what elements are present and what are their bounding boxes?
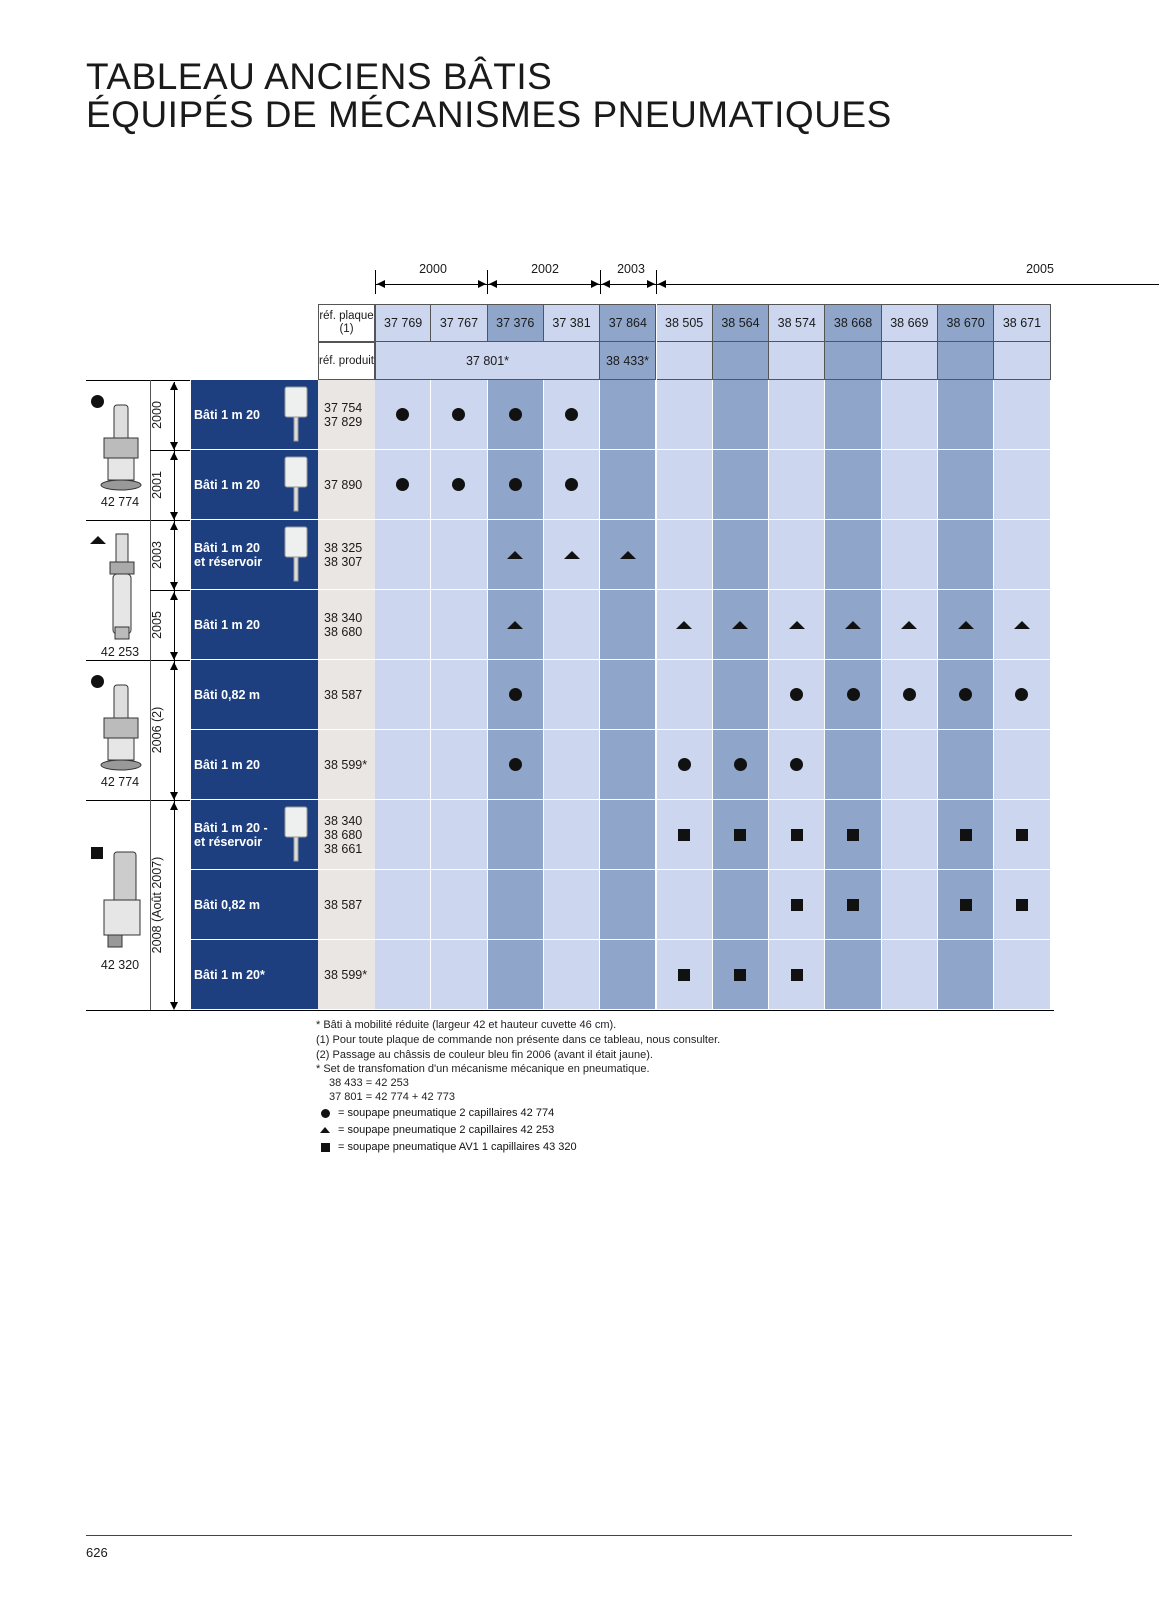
compat-cell — [769, 870, 825, 940]
compat-cell — [825, 870, 881, 940]
product-ref-cell — [318, 380, 375, 450]
compat-cell — [938, 520, 994, 590]
produit-empty-cell — [882, 342, 938, 380]
legend-item: = soupape pneumatique AV1 1 capillaires 43 320 — [316, 1141, 577, 1153]
triangle-mark-icon — [901, 621, 917, 629]
compat-cell — [431, 590, 487, 660]
bati-frame-image — [282, 455, 310, 515]
square-mark-icon — [734, 969, 746, 981]
square-icon — [316, 1143, 334, 1152]
produit-empty-cell — [938, 342, 994, 380]
arrow-down-icon — [170, 1002, 178, 1010]
compat-cell — [713, 590, 769, 660]
year-divider — [150, 450, 190, 451]
compat-cell — [375, 730, 431, 800]
arrow-down-icon — [170, 582, 178, 590]
year-vertical: 2008 (Août 2007) — [150, 856, 164, 954]
bati-label — [191, 730, 318, 800]
compat-cell — [825, 940, 881, 1010]
compat-cell — [600, 730, 656, 800]
compat-cell — [375, 380, 431, 450]
compat-cell — [882, 590, 938, 660]
product-ref: 37 890 — [324, 477, 363, 492]
compat-cell — [544, 450, 600, 520]
legend-item: = soupape pneumatique 2 capillaires 42 774 — [316, 1107, 554, 1119]
circle-mark-icon — [790, 688, 803, 701]
arrow-up-icon — [170, 522, 178, 530]
circle-mark-icon — [396, 408, 409, 421]
compat-cell — [375, 450, 431, 520]
product-ref-cell — [318, 800, 375, 870]
compat-cell — [825, 660, 881, 730]
produit-empty-cell — [994, 342, 1050, 380]
product-ref-cell — [318, 660, 375, 730]
product-ref: 37 754 — [324, 400, 363, 415]
square-mark-icon — [791, 969, 803, 981]
year-label: 2005 — [1026, 262, 1054, 276]
compat-cell — [600, 870, 656, 940]
compat-cell — [713, 800, 769, 870]
compat-cell — [994, 870, 1050, 940]
compat-cell — [657, 870, 713, 940]
triangle-mark-icon — [620, 551, 636, 559]
footer-divider — [86, 1535, 1072, 1536]
year-vertical: 2003 — [150, 541, 164, 569]
product-ref: 38 661 — [324, 841, 363, 856]
compat-cell — [713, 450, 769, 520]
plaque-header-cell: 38 671 — [994, 304, 1050, 342]
produit-cell-37801: 37 801* — [375, 342, 600, 380]
circle-mark-icon — [1015, 688, 1028, 701]
compat-cell — [600, 940, 656, 1010]
product-number: 42 253 — [100, 645, 140, 659]
title-line-2: ÉQUIPÉS DE MÉCANISMES PNEUMATIQUES — [86, 94, 892, 135]
bati-frame-image — [282, 385, 310, 445]
circle-mark-icon — [959, 688, 972, 701]
valve-42774-image — [96, 680, 146, 775]
compat-cell — [600, 520, 656, 590]
compat-cell — [544, 520, 600, 590]
square-mark-icon — [791, 829, 803, 841]
square-mark-icon — [678, 969, 690, 981]
compat-cell — [769, 450, 825, 520]
compat-cell — [488, 380, 544, 450]
arrow-down-icon — [170, 512, 178, 520]
square-mark-icon — [734, 829, 746, 841]
product-number: 42 774 — [100, 495, 140, 509]
compat-cell — [994, 660, 1050, 730]
bati-label-line: et réservoir — [194, 834, 263, 849]
compat-cell — [938, 730, 994, 800]
circle-mark-icon — [509, 478, 522, 491]
circle-mark-icon — [509, 758, 522, 771]
produit-empty-cell — [713, 342, 769, 380]
arrow-right-icon — [591, 280, 599, 288]
title-line-1: TABLEAU ANCIENS BÂTIS — [86, 56, 553, 97]
compat-cell — [488, 870, 544, 940]
compat-cell — [375, 520, 431, 590]
triangle-mark-icon — [845, 621, 861, 629]
compat-cell — [431, 660, 487, 730]
square-mark-icon — [678, 829, 690, 841]
compat-cell — [600, 590, 656, 660]
note: 38 433 = 42 253 — [329, 1077, 409, 1089]
compat-cell — [882, 730, 938, 800]
compat-cell — [769, 380, 825, 450]
plaque-header-cell: 38 574 — [769, 304, 825, 342]
compat-cell — [825, 520, 881, 590]
circle-mark-icon — [678, 758, 691, 771]
circle-mark-icon — [452, 478, 465, 491]
produit-cell-38433: 38 433* — [600, 342, 656, 380]
bati-label-line: Bâti 0,82 m — [194, 687, 261, 702]
arrow-down-icon — [170, 652, 178, 660]
note: * Set de transfomation d'un mécanisme mécanique en pneumatique. — [316, 1063, 650, 1075]
produit-empty-cell — [657, 342, 713, 380]
product-ref-cell — [318, 940, 375, 1010]
valve-42253-image — [104, 532, 140, 642]
compat-cell — [938, 870, 994, 940]
compat-cell — [488, 520, 544, 590]
compat-cell — [657, 940, 713, 1010]
plaque-header-cell: 37 767 — [431, 304, 487, 342]
compat-cell — [657, 520, 713, 590]
compat-cell — [375, 590, 431, 660]
compat-cell — [825, 730, 881, 800]
arrow-left-icon — [489, 280, 497, 288]
product-ref: 38 680 — [324, 624, 363, 639]
circle-mark-icon — [509, 408, 522, 421]
product-ref-cell — [318, 730, 375, 800]
year-vertical: 2000 — [150, 401, 164, 429]
circle-mark-icon — [452, 408, 465, 421]
compat-cell — [938, 450, 994, 520]
bati-label-line: Bâti 1 m 20 — [194, 617, 261, 632]
product-ref-cell — [318, 450, 375, 520]
compat-cell — [769, 590, 825, 660]
compat-cell — [769, 730, 825, 800]
plaque-header-cell: 37 381 — [544, 304, 600, 342]
year-vertical: 2006 (2) — [150, 706, 164, 754]
compat-cell — [431, 380, 487, 450]
compat-cell — [882, 870, 938, 940]
arrow-right-icon — [478, 280, 486, 288]
square-mark-icon — [1016, 899, 1028, 911]
plaque-header-cell: 37 376 — [488, 304, 544, 342]
triangle-mark-icon — [676, 621, 692, 629]
product-ref: 38 599* — [324, 757, 368, 772]
compat-cell — [544, 730, 600, 800]
note: * Bâti à mobilité réduite (largeur 42 et hauteur cuvette 46 cm). — [316, 1019, 617, 1031]
compat-cell — [544, 660, 600, 730]
compat-cell — [769, 660, 825, 730]
plaque-header-cell: 37 769 — [375, 304, 431, 342]
compat-cell — [994, 380, 1050, 450]
compat-cell — [431, 940, 487, 1010]
product-ref-cell — [318, 590, 375, 660]
compat-cell — [657, 660, 713, 730]
plaque-header-cell: 38 505 — [657, 304, 713, 342]
compat-cell — [544, 940, 600, 1010]
note: 37 801 = 42 774 + 42 773 — [329, 1091, 456, 1103]
product-ref: 38 587 — [324, 687, 363, 702]
square-mark-icon — [960, 899, 972, 911]
arrow-left-icon — [377, 280, 385, 288]
circle-mark-icon — [396, 478, 409, 491]
timeline-tick — [656, 270, 657, 294]
compat-cell — [600, 660, 656, 730]
square-mark-icon — [847, 829, 859, 841]
compat-cell — [825, 450, 881, 520]
compat-cell — [938, 380, 994, 450]
circle-icon — [316, 1109, 334, 1118]
compat-cell — [544, 590, 600, 660]
circle-mark-icon — [903, 688, 916, 701]
bati-label — [191, 660, 318, 730]
year-arrow-line — [174, 382, 175, 1008]
compat-cell — [657, 450, 713, 520]
product-ref: 38 340 — [324, 813, 363, 828]
compat-cell — [431, 450, 487, 520]
circle-mark-icon — [565, 408, 578, 421]
compat-cell — [938, 660, 994, 730]
year-divider — [150, 590, 190, 591]
compat-cell — [544, 380, 600, 450]
circle-mark-icon — [790, 758, 803, 771]
circle-mark-icon — [565, 478, 578, 491]
product-ref: 38 307 — [324, 554, 363, 569]
bati-label — [191, 870, 318, 940]
compat-cell — [994, 520, 1050, 590]
triangle-mark-icon — [789, 621, 805, 629]
compat-cell — [488, 730, 544, 800]
plaque-header-cell: 38 669 — [882, 304, 938, 342]
note: (2) Passage au châssis de couleur bleu fin 2006 (avant il était jaune). — [316, 1049, 653, 1061]
compat-cell — [375, 870, 431, 940]
product-ref-cell — [318, 520, 375, 590]
timeline-tick — [375, 270, 376, 294]
bati-label-line: Bâti 1 m 20 — [194, 477, 261, 492]
compat-cell — [713, 730, 769, 800]
compat-cell — [938, 590, 994, 660]
arrow-up-icon — [170, 592, 178, 600]
compat-cell — [375, 660, 431, 730]
bati-frame-image — [282, 805, 310, 865]
bati-label-line: Bâti 1 m 20* — [194, 967, 265, 982]
circle-mark-icon — [509, 688, 522, 701]
valve-42774-image — [96, 400, 146, 495]
note: (1) Pour toute plaque de commande non présente dans ce tableau, nous consulter. — [316, 1034, 721, 1046]
bati-label — [191, 940, 318, 1010]
compat-cell — [713, 380, 769, 450]
compat-cell — [488, 590, 544, 660]
compat-cell — [600, 800, 656, 870]
compat-cell — [994, 940, 1050, 1010]
compat-cell — [938, 800, 994, 870]
triangle-icon — [316, 1127, 334, 1133]
compat-cell — [713, 940, 769, 1010]
compat-cell — [544, 870, 600, 940]
arrow-up-icon — [170, 662, 178, 670]
compat-cell — [994, 590, 1050, 660]
bati-label-line: Bâti 1 m 20 — [194, 757, 261, 772]
compat-cell — [713, 660, 769, 730]
compat-cell — [938, 940, 994, 1010]
compat-cell — [882, 940, 938, 1010]
year-label: 2000 — [419, 262, 447, 276]
plaque-header-cell: 38 670 — [938, 304, 994, 342]
produit-empty-cell — [769, 342, 825, 380]
product-ref: 38 325 — [324, 540, 363, 555]
compat-cell — [600, 450, 656, 520]
legend-item: = soupape pneumatique 2 capillaires 42 253 — [316, 1124, 554, 1136]
circle-mark-icon — [847, 688, 860, 701]
compat-cell — [882, 450, 938, 520]
compat-cell — [713, 520, 769, 590]
product-number: 42 774 — [100, 775, 140, 789]
year-vertical: 2001 — [150, 471, 164, 499]
bati-label-line: Bâti 1 m 20 — [194, 407, 261, 422]
compat-cell — [600, 380, 656, 450]
product-ref-cell — [318, 870, 375, 940]
square-mark-icon — [960, 829, 972, 841]
arrow-up-icon — [170, 452, 178, 460]
year-vertical: 2005 — [150, 611, 164, 639]
arrow-down-icon — [170, 792, 178, 800]
table-bottom-line — [86, 1010, 1054, 1011]
compat-cell — [375, 940, 431, 1010]
plaque-header-cell: 38 564 — [713, 304, 769, 342]
compat-cell — [657, 800, 713, 870]
compat-cell — [994, 800, 1050, 870]
timeline-tick — [600, 270, 601, 294]
timeline-tick — [487, 270, 488, 294]
arrow-left-icon — [658, 280, 666, 288]
square-mark-icon — [791, 899, 803, 911]
triangle-mark-icon — [507, 551, 523, 559]
triangle-mark-icon — [1014, 621, 1030, 629]
valve-42320-image — [98, 850, 146, 950]
triangle-mark-icon — [507, 621, 523, 629]
page-number: 626 — [86, 1545, 108, 1560]
product-number: 42 320 — [100, 958, 140, 972]
square-mark-icon — [847, 899, 859, 911]
compat-cell — [825, 380, 881, 450]
compat-cell — [431, 800, 487, 870]
square-mark-icon — [1016, 829, 1028, 841]
year-label: 2002 — [531, 262, 559, 276]
bati-label-line: Bâti 1 m 20 - — [194, 820, 268, 835]
triangle-mark-icon — [958, 621, 974, 629]
plaque-header-cell: 37 864 — [600, 304, 656, 342]
compat-cell — [431, 870, 487, 940]
triangle-mark-icon — [564, 551, 580, 559]
bati-label-line: Bâti 1 m 20 — [194, 540, 261, 555]
compat-cell — [657, 380, 713, 450]
compat-cell — [544, 800, 600, 870]
compat-cell — [882, 520, 938, 590]
bati-label-line: Bâti 0,82 m — [194, 897, 261, 912]
bati-frame-image — [282, 525, 310, 585]
plaque-header-cell: 38 668 — [825, 304, 881, 342]
compat-cell — [769, 520, 825, 590]
product-ref: 38 340 — [324, 610, 363, 625]
compat-cell — [882, 380, 938, 450]
product-ref: 38 587 — [324, 897, 363, 912]
compat-cell — [375, 800, 431, 870]
compat-cell — [431, 520, 487, 590]
compat-cell — [657, 730, 713, 800]
compat-cell — [882, 800, 938, 870]
product-ref: 37 829 — [324, 414, 363, 429]
group-divider — [86, 380, 190, 381]
compat-cell — [769, 940, 825, 1010]
produit-empty-cell — [825, 342, 881, 380]
compat-cell — [431, 730, 487, 800]
compat-cell — [488, 660, 544, 730]
compat-cell — [825, 800, 881, 870]
product-ref: 38 599* — [324, 967, 368, 982]
ref-plaque-label: réf. plaque (1) — [318, 304, 375, 342]
compat-cell — [713, 870, 769, 940]
product-ref: 38 680 — [324, 827, 363, 842]
compat-cell — [994, 450, 1050, 520]
triangle-mark-icon — [732, 621, 748, 629]
year-label: 2003 — [617, 262, 645, 276]
arrow-up-icon — [170, 382, 178, 390]
bati-label — [191, 590, 318, 660]
ref-produit-label: réf. produit — [318, 342, 375, 380]
compat-cell — [769, 800, 825, 870]
arrow-up-icon — [170, 802, 178, 810]
page-title — [86, 58, 892, 134]
compat-cell — [882, 660, 938, 730]
compat-cell — [825, 590, 881, 660]
compat-cell — [657, 590, 713, 660]
compat-cell — [488, 450, 544, 520]
arrow-down-icon — [170, 442, 178, 450]
arrow-right-icon — [647, 280, 655, 288]
bati-label-line: et réservoir — [194, 554, 263, 569]
compat-cell — [994, 730, 1050, 800]
compat-cell — [488, 800, 544, 870]
circle-mark-icon — [734, 758, 747, 771]
arrow-left-icon — [602, 280, 610, 288]
compat-cell — [488, 940, 544, 1010]
